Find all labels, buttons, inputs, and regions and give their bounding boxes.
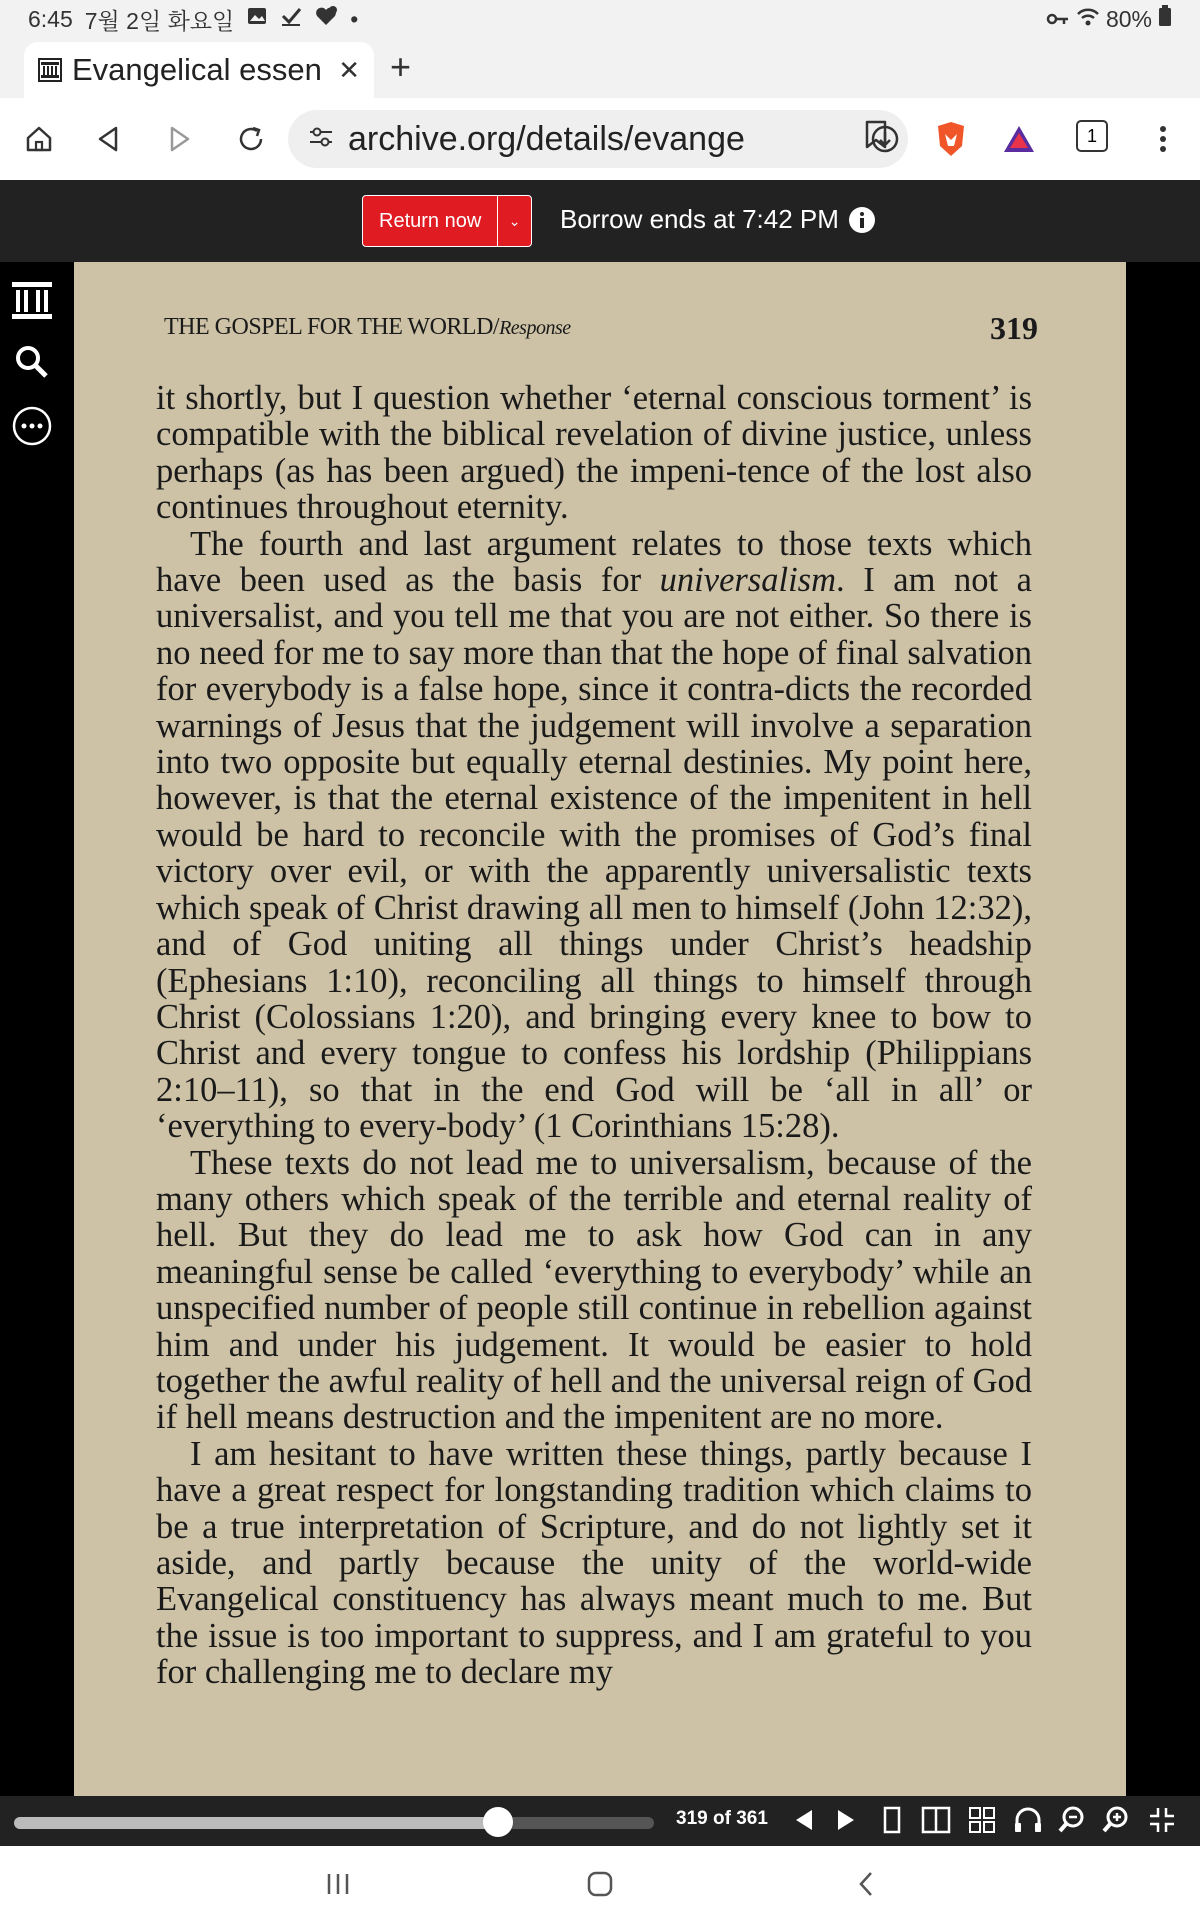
battery-level: 80% bbox=[1105, 5, 1152, 32]
menu-icon[interactable] bbox=[1140, 116, 1186, 162]
page-number: 319 bbox=[990, 310, 1038, 346]
prev-page-icon[interactable] bbox=[788, 1804, 820, 1836]
archive-icon bbox=[38, 58, 62, 82]
tab-bar bbox=[0, 38, 1200, 98]
status-date: 7월 2일 화요일 bbox=[84, 7, 235, 34]
reload-icon[interactable] bbox=[228, 116, 274, 162]
wifi-icon bbox=[1076, 6, 1100, 33]
heart-check-icon bbox=[314, 5, 338, 33]
recent-apps-icon[interactable] bbox=[318, 1864, 358, 1904]
status-bar bbox=[0, 0, 1200, 38]
paragraph: it shortly, but I question whether ‘eternal conscious torment’ is compatible with the biblical revelation of divine justice, unless perhaps (as has been argued) the impeni-tence of the lost also continues throughout eternity. bbox=[156, 379, 1032, 527]
status-time: 6:45 bbox=[28, 5, 73, 32]
battery-icon bbox=[1158, 5, 1172, 33]
return-now-label: Return now bbox=[363, 196, 498, 246]
site-settings-icon[interactable] bbox=[308, 126, 334, 153]
archive-logo-icon[interactable] bbox=[12, 280, 52, 320]
brave-shield-icon[interactable] bbox=[928, 116, 974, 162]
browser-tab[interactable] bbox=[24, 42, 374, 98]
key-icon bbox=[1046, 6, 1070, 33]
back-icon[interactable] bbox=[86, 116, 132, 162]
back-nav-icon[interactable] bbox=[846, 1864, 886, 1904]
next-page-icon[interactable] bbox=[830, 1804, 862, 1836]
side-navigation bbox=[0, 262, 62, 1792]
two-page-view-icon[interactable] bbox=[920, 1804, 952, 1836]
borrow-ends-text: Borrow ends at 7:42 PM bbox=[560, 204, 839, 234]
tab-switcher-button[interactable]: 1 bbox=[1076, 120, 1108, 152]
page-slider-fill bbox=[14, 1817, 498, 1829]
paragraph: These texts do not lead me to universalism, because of the many others which speak of the terrible and eternal reality of hell. But they do lead me to ask how God can in any meaningful sense be called ‘everything to everybody’ while an unspecified number of people still continue in rebellion against him and under his judgement. It would be easier to hold together the awful reality of hell and the universal reign of God if hell means destruction and the impenitent are no more. bbox=[156, 1143, 1032, 1437]
book-reader bbox=[62, 262, 1200, 1796]
zoom-in-icon[interactable] bbox=[1100, 1804, 1132, 1836]
info-icon[interactable] bbox=[848, 206, 876, 239]
page-slider[interactable] bbox=[14, 1817, 654, 1829]
read-aloud-icon[interactable] bbox=[1012, 1804, 1044, 1836]
thumbnail-view-icon[interactable] bbox=[966, 1804, 998, 1836]
check-icon bbox=[280, 5, 302, 33]
gallery-icon bbox=[246, 5, 268, 33]
exit-fullscreen-icon[interactable] bbox=[1146, 1804, 1178, 1836]
return-now-button[interactable] bbox=[362, 195, 532, 247]
android-navigation-bar bbox=[0, 1846, 1200, 1920]
single-page-view-icon[interactable] bbox=[876, 1804, 908, 1836]
home-icon[interactable] bbox=[16, 116, 62, 162]
paragraph: The fourth and last argument relates to those texts which have been used as the basis for universalism. I am not a universalist, and you tell me that you are not either. So there is no need for me to say more than that the hope of final salvation for everybody is a false hope, since it contra-dicts the recorded warnings of Jesus that the judgement will involve a separation into two opposite but equally eternal destinies. My point here, however, is that the eternal existence of the impenitent in hell would be hard to reconcile with the promises of God’s final victory over evil, or with the apparently universalistic texts which speak of Christ drawing all men to himself (John 12:32), and of God uniting all things under Christ’s headship (Ephesians 1:10), reconciling all things to himself through Christ (Colossians 1:20), and bringing every knee to bow to Christ and every tongue to confess his lordship (Philippians 2:10–11), so that in the end God will be ‘all in all’ or ‘everything to every-body’ (1 Corinthians 15:28). bbox=[156, 524, 1032, 1146]
dot-icon: • bbox=[350, 5, 359, 32]
forward-icon[interactable] bbox=[156, 116, 202, 162]
chevron-down-icon[interactable]: ⌄ bbox=[508, 212, 521, 229]
url-text: archive.org/details/evange bbox=[348, 119, 745, 158]
url-bar[interactable] bbox=[288, 110, 908, 168]
page-count: 319 of 361 bbox=[676, 1808, 768, 1829]
paragraph: I am hesitant to have written these things, partly because I have a great respect for longstanding tradition which claims to be a true interpretation of Scripture, and do not lightly set it aside, and partly because the unity of the world-wide Evangelical constituency has always meant much to me. But the issue is too important to suppress, and I am grateful to you for challenging me to declare my bbox=[156, 1434, 1032, 1692]
home-nav-icon[interactable] bbox=[580, 1864, 620, 1904]
book-page[interactable] bbox=[74, 262, 1126, 1796]
tab-title: Evangelical essen bbox=[72, 52, 322, 87]
page-body-text bbox=[156, 380, 1032, 1691]
brave-rewards-icon[interactable] bbox=[996, 116, 1042, 162]
page-slider-thumb[interactable] bbox=[483, 1807, 513, 1837]
more-options-icon[interactable] bbox=[12, 406, 52, 446]
zoom-out-icon[interactable] bbox=[1056, 1804, 1088, 1836]
browser-toolbar bbox=[0, 98, 1200, 180]
download-icon[interactable] bbox=[862, 116, 908, 162]
close-tab-icon[interactable]: ✕ bbox=[338, 54, 360, 85]
search-icon[interactable] bbox=[12, 342, 52, 382]
borrow-banner bbox=[0, 180, 1200, 262]
running-head: THE GOSPEL FOR THE WORLD/Response bbox=[164, 314, 571, 340]
reader-controls bbox=[0, 1796, 1200, 1846]
new-tab-button[interactable]: + bbox=[390, 46, 412, 87]
